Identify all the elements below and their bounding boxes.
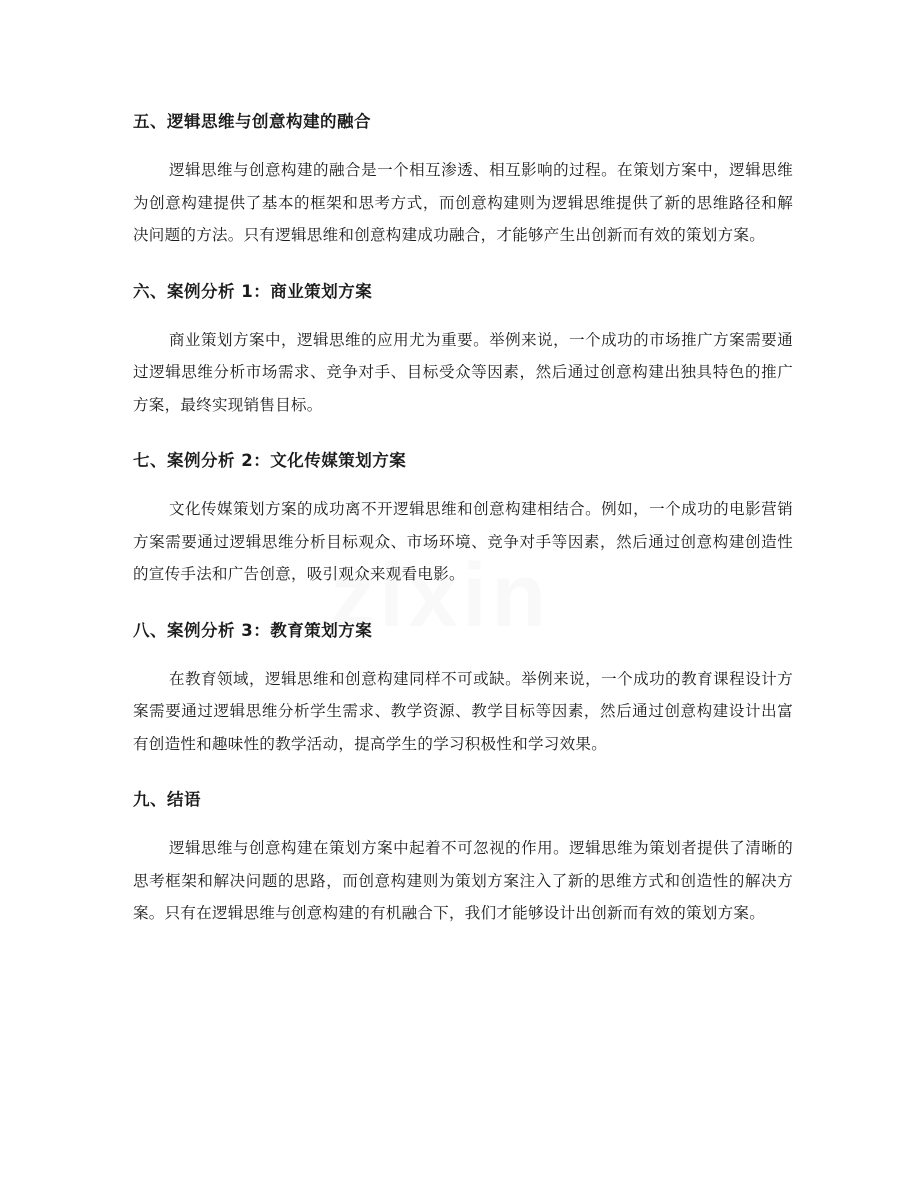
section-case-education bbox=[133, 613, 793, 761]
section-paragraph: 逻辑思维与创意构建在策划方案中起着不可忽视的作用。逻辑思维为策划者提供了清晰的思考框架和解决问题的思路，而创意构建则为策划方案注入了新的思维方式和创造性的解决方案。只有在逻辑思维与创意构建的有机融合下，我们才能够设计出创新而有效的策划方案。 bbox=[133, 839, 793, 922]
section-heading: 七、案例分析 2：文化传媒策划方案 bbox=[133, 451, 407, 470]
section-paragraph: 逻辑思维与创意构建的融合是一个相互渗透、相互影响的过程。在策划方案中，逻辑思维为创意构建提供了基本的框架和思考方式，而创意构建则为逻辑思维提供了新的思维路径和解决问题的方法。只有逻辑思维和创意构建成功融合，才能够产生出创新而有效的策划方案。 bbox=[133, 161, 793, 244]
section-conclusion bbox=[133, 782, 793, 930]
section-paragraph: 文化传媒策划方案的成功离不开逻辑思维和创意构建相结合。例如，一个成功的电影营销方案需要通过逻辑思维分析目标观众、市场环境、竞争对手等因素，然后通过创意构建创造性的宣传手法和广告创意，吸引观众来观看电影。 bbox=[133, 500, 793, 583]
section-heading: 五、逻辑思维与创意构建的融合 bbox=[133, 112, 371, 131]
section-heading: 六、案例分析 1：商业策划方案 bbox=[133, 281, 373, 301]
section-case-business bbox=[133, 274, 793, 422]
section-heading: 九、结语 bbox=[133, 790, 201, 809]
section-heading: 八、案例分析 3：教育策划方案 bbox=[133, 620, 373, 640]
section-case-media bbox=[133, 443, 793, 591]
document-body bbox=[133, 104, 793, 952]
section-integration bbox=[133, 104, 793, 252]
section-paragraph: 商业策划方案中，逻辑思维的应用尤为重要。举例来说，一个成功的市场推广方案需要通过逻辑思维分析市场需求、竞争对手、目标受众等因素，然后通过创意构建出独具特色的推广方案，最终实现销售目标。 bbox=[133, 330, 793, 414]
section-paragraph: 在教育领域，逻辑思维和创意构建同样不可或缺。举例来说，一个成功的教育课程设计方案需要通过逻辑思维分析学生需求、教学资源、教学目标等因素，然后通过创意构建设计出富有创造性和趣味性的教学活动，提高学生的学习积极性和学习效果。 bbox=[133, 669, 793, 753]
